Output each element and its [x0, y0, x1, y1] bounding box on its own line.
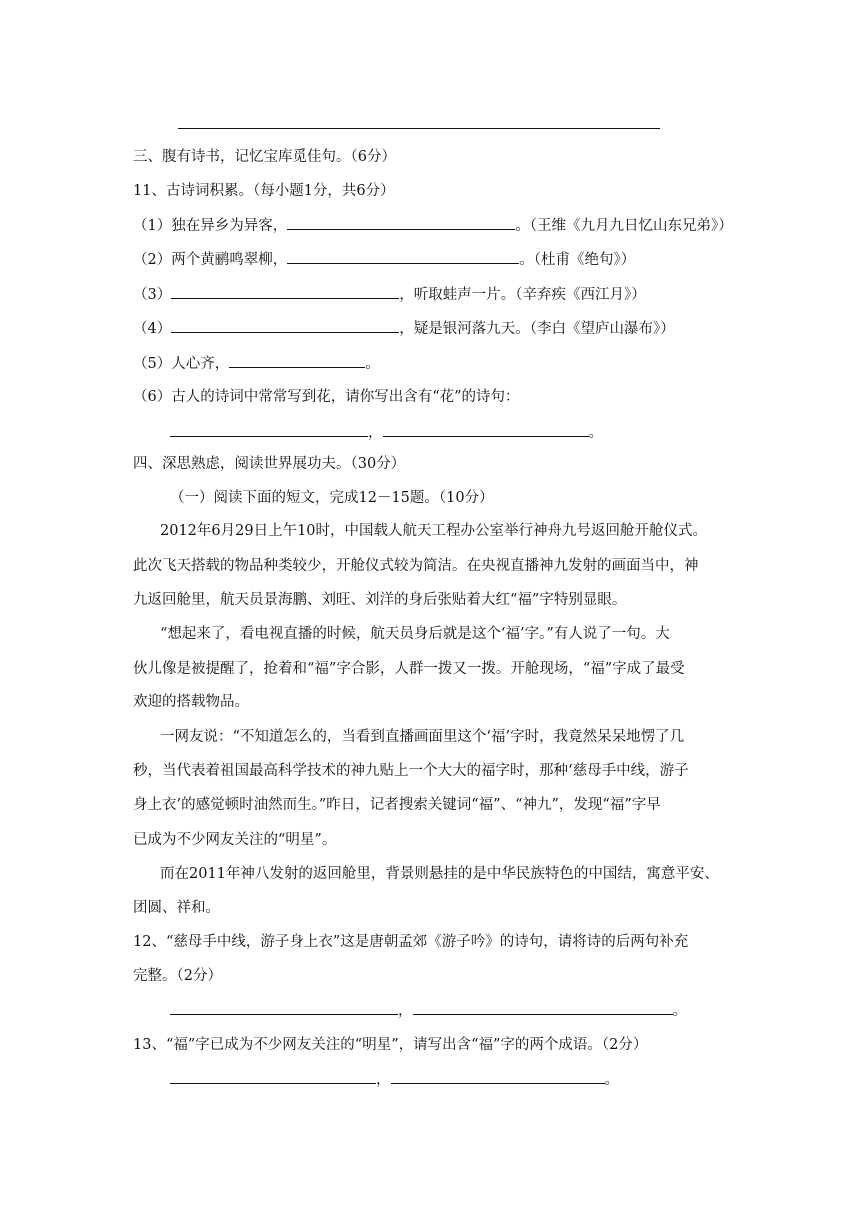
- answer-blank[interactable]: [229, 353, 365, 368]
- period: 。: [672, 1003, 687, 1019]
- question-11-item-3: [133, 284, 646, 305]
- passage-line: 此次飞天搭载的物品种类较少，开舱仪式较为简洁。在央视直播神九发射的画面当中，神: [133, 558, 699, 574]
- item-2-prefix: （2）两个黄鹂鸣翠柳，: [133, 252, 288, 268]
- comma: ，: [376, 1072, 391, 1088]
- passage-line: 一网友说：“不知道怎么的，当看到直播画面里这个‘福’字时，我竟然呆呆地愣了几: [160, 729, 685, 745]
- passage-line: 已成为不少网友关注的“明星”。: [133, 832, 337, 848]
- answer-blank[interactable]: [391, 1069, 605, 1084]
- question-11: 11、古诗词积累。（每小题1分，共6分）: [133, 183, 395, 199]
- answer-blank[interactable]: [171, 284, 399, 299]
- item-1-prefix: （1）独在异乡为异客，: [133, 218, 288, 234]
- item-5-suffix: 。: [365, 356, 380, 372]
- question-12-answers: [170, 1000, 687, 1021]
- question-12-cont: 完整。（2分）: [133, 968, 222, 984]
- passage-line: 团圆、祥和。: [133, 900, 220, 916]
- comma: ，: [398, 1003, 413, 1019]
- answer-blank[interactable]: [170, 422, 368, 437]
- question-13: 13、“福”字已成为不少网友关注的“明星”，请写出含“福”字的两个成语。（2分）: [133, 1037, 648, 1053]
- question-11-item-2: [133, 249, 635, 270]
- top-answer-line: [178, 128, 660, 129]
- answer-blank[interactable]: [383, 422, 589, 437]
- question-11-item-6-answers: [170, 422, 603, 443]
- question-11-item-5: [133, 353, 380, 374]
- period: 。: [604, 1072, 619, 1088]
- period: 。: [588, 425, 603, 441]
- passage-line: 九返回舱里，航天员景海鹏、刘旺、刘洋的身后张贴着大红“福”字特别显眼。: [133, 592, 627, 608]
- answer-blank[interactable]: [287, 215, 515, 230]
- item-3-prefix: （3）: [133, 287, 172, 303]
- comma: ，: [368, 425, 383, 441]
- question-11-item-6: （6）古人的诗词中常常写到花，请你写出含有“花”的诗句：: [133, 389, 520, 405]
- item-2-suffix: 。（杜甫《绝句》）: [519, 252, 636, 268]
- answer-blank[interactable]: [287, 249, 519, 264]
- item-5-prefix: （5）人心齐，: [133, 356, 230, 372]
- passage-line: 身上衣’的感觉顿时油然而生。”昨日，记者搜索关键词“福”、“神九”，发现“福”字早: [133, 797, 661, 813]
- passage-line: 2012年6月29日上午10时，中国载人航天工程办公室举行神舟九号返回舱开舱仪式。: [160, 523, 708, 539]
- passage-line: 而在2011年神八发射的返回舱里，背景则悬挂的是中华民族特色的中国结，寓意平安、: [160, 866, 719, 882]
- question-13-answers: [170, 1069, 619, 1090]
- passage-line: 秒，当代表着祖国最高科学技术的神九贴上一个大大的福字时，那种‘慈母手中线，游子: [133, 763, 689, 779]
- question-11-item-4: [133, 318, 675, 339]
- question-12: 12、“慈母手中线，游子身上衣”这是唐朝孟郊《游子吟》的诗句，请将诗的后两句补充: [133, 934, 689, 950]
- item-1-suffix: 。（王维《九月九日忆山东兄弟》）: [515, 218, 733, 234]
- section-four-heading: 四、深思熟虑，阅读世界展功夫。（30分）: [133, 456, 406, 472]
- answer-blank[interactable]: [170, 1069, 376, 1084]
- question-11-item-1: [133, 215, 733, 236]
- answer-blank[interactable]: [170, 1000, 398, 1015]
- passage-line: “想起来了，看电视直播的时候，航天员身后就是这个‘福’字。”有人说了一句。大: [160, 626, 670, 642]
- item-4-suffix: ，疑是银河落九天。（李白《望庐山瀑布》）: [399, 321, 675, 337]
- item-4-prefix: （4）: [133, 321, 172, 337]
- reading-intro: （一）阅读下面的短文，完成12－15题。（10分）: [170, 490, 494, 506]
- answer-blank[interactable]: [413, 1000, 673, 1015]
- passage-line: 欢迎的搭载物品。: [133, 694, 249, 710]
- section-three-heading: 三、腹有诗书，记忆宝库觅佳句。（6分）: [133, 149, 396, 165]
- answer-blank[interactable]: [171, 318, 399, 333]
- passage-line: 伙儿像是被提醒了，抢着和“福”字合影，人群一拨又一拨。开舱现场，“福”字成了最受: [133, 661, 685, 677]
- item-3-suffix: ，听取蛙声一片。（辛弃疾《西江月》）: [399, 287, 646, 303]
